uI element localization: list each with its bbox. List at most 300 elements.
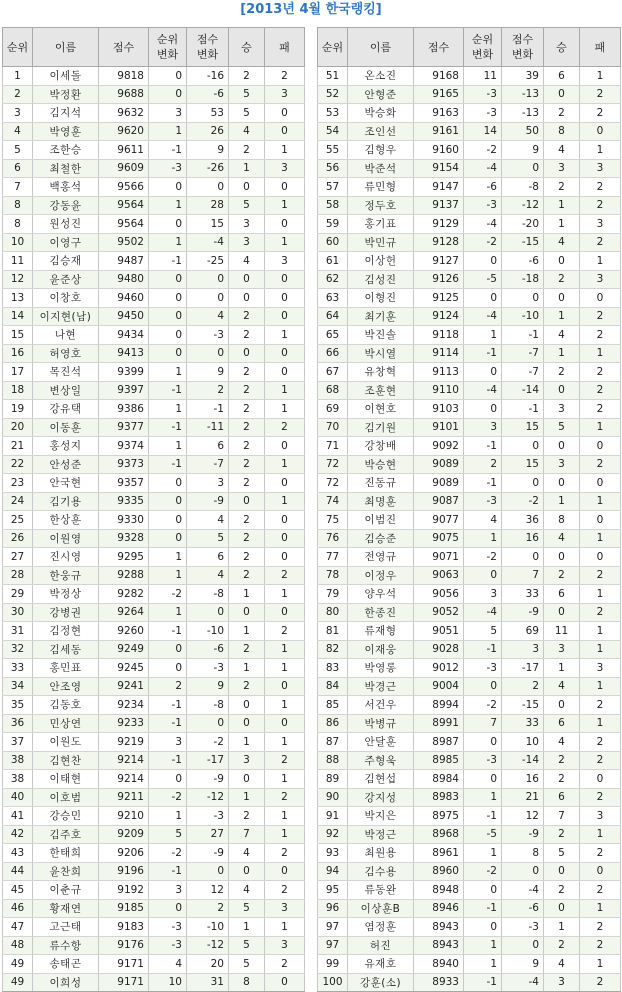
score-change-cell: 0 <box>502 936 544 955</box>
name-cell: 이상헌 <box>348 252 414 271</box>
name-cell: 백홍석 <box>33 178 99 197</box>
rank-change-cell: -3 <box>149 918 187 937</box>
table-row <box>318 215 621 234</box>
name-cell: 이동훈 <box>33 418 99 437</box>
rank-change-cell: -5 <box>464 825 502 844</box>
rank-change-cell: 0 <box>464 881 502 900</box>
rank-change-cell: -1 <box>149 714 187 733</box>
rank-change-cell: 0 <box>464 677 502 696</box>
table-row <box>3 659 305 678</box>
score-cell: 9234 <box>99 696 149 715</box>
name-cell: 한태희 <box>33 844 99 863</box>
table-row <box>318 252 621 271</box>
score-cell: 9219 <box>99 733 149 752</box>
name-cell: 박정근 <box>348 825 414 844</box>
name-cell: 허진 <box>348 936 414 955</box>
win-cell: 1 <box>229 622 265 641</box>
rank-cell: 84 <box>318 677 348 696</box>
name-cell: 박정환 <box>33 85 99 104</box>
score-change-cell: -3 <box>187 659 229 678</box>
win-cell: 2 <box>544 936 580 955</box>
name-cell: 염정훈 <box>348 918 414 937</box>
loss-cell: 1 <box>265 196 305 215</box>
rank-cell: 10 <box>3 233 33 252</box>
table-row <box>3 196 305 215</box>
win-cell: 1 <box>229 159 265 178</box>
rank-change-cell: 4 <box>464 511 502 530</box>
rank-cell: 31 <box>3 622 33 641</box>
name-cell: 김지석 <box>33 104 99 123</box>
rank-change-cell: -1 <box>464 899 502 918</box>
rank-change-cell: -1 <box>464 474 502 493</box>
score-change-cell: 5 <box>187 529 229 548</box>
loss-cell: 2 <box>265 844 305 863</box>
score-cell: 9165 <box>414 85 464 104</box>
win-cell: 0 <box>229 770 265 789</box>
score-change-cell: 2 <box>187 381 229 400</box>
score-cell: 9110 <box>414 381 464 400</box>
rank-change-cell: 1 <box>464 844 502 863</box>
win-cell: 2 <box>229 529 265 548</box>
rank-change-cell: -3 <box>464 492 502 511</box>
loss-cell: 1 <box>265 770 305 789</box>
win-cell: 2 <box>544 363 580 382</box>
table-row <box>318 622 621 641</box>
score-cell: 9233 <box>99 714 149 733</box>
rank-cell: 29 <box>3 585 33 604</box>
table-row <box>318 603 621 622</box>
name-cell: 안형준 <box>348 85 414 104</box>
page-title: [2013년 4월 한국랭킹] <box>240 2 382 17</box>
rank-cell: 87 <box>318 733 348 752</box>
table-row <box>318 955 621 974</box>
score-cell: 9282 <box>99 585 149 604</box>
score-change-cell: 0 <box>187 270 229 289</box>
loss-cell: 0 <box>265 363 305 382</box>
loss-cell: 2 <box>580 178 621 197</box>
rank-change-cell: 0 <box>149 511 187 530</box>
loss-cell: 1 <box>265 400 305 419</box>
score-change-cell: -6 <box>502 899 544 918</box>
loss-cell: 2 <box>580 788 621 807</box>
rank-cell: 80 <box>318 603 348 622</box>
score-cell: 9214 <box>99 751 149 770</box>
loss-cell: 2 <box>580 104 621 123</box>
score-change-cell: -4 <box>187 233 229 252</box>
rank-cell: 25 <box>3 511 33 530</box>
rank-change-cell: 1 <box>149 363 187 382</box>
ranking-table-left <box>2 27 305 992</box>
table-row <box>318 270 621 289</box>
table-row <box>318 677 621 696</box>
score-cell: 9374 <box>99 437 149 456</box>
loss-cell: 3 <box>265 936 305 955</box>
table-row <box>318 67 621 86</box>
win-cell: 1 <box>544 196 580 215</box>
score-change-cell: -3 <box>187 326 229 345</box>
rank-change-cell: 3 <box>464 585 502 604</box>
score-cell: 9399 <box>99 363 149 382</box>
name-cell: 서건우 <box>348 696 414 715</box>
win-cell: 1 <box>544 659 580 678</box>
win-cell: 2 <box>229 418 265 437</box>
loss-cell: 3 <box>580 215 621 234</box>
score-change-cell: 7 <box>502 566 544 585</box>
header-score-change: 점수 변화 <box>187 28 229 67</box>
rank-cell: 6 <box>3 159 33 178</box>
name-cell: 김기용 <box>33 492 99 511</box>
table-row <box>3 418 305 437</box>
rank-cell: 34 <box>3 677 33 696</box>
rank-cell: 26 <box>3 529 33 548</box>
score-change-cell: -7 <box>502 344 544 363</box>
name-cell: 최철한 <box>33 159 99 178</box>
rank-cell: 24 <box>3 492 33 511</box>
score-change-cell: -1 <box>187 400 229 419</box>
table-row <box>3 918 305 937</box>
header-win: 승 <box>229 28 265 67</box>
rank-cell: 32 <box>3 640 33 659</box>
name-cell: 류동완 <box>348 881 414 900</box>
name-cell: 온소진 <box>348 67 414 86</box>
win-cell: 0 <box>544 252 580 271</box>
score-change-cell: 0 <box>502 289 544 308</box>
table-row <box>3 326 305 345</box>
table-row <box>318 936 621 955</box>
score-change-cell: 15 <box>502 418 544 437</box>
rank-change-cell: 4 <box>149 955 187 974</box>
score-change-cell: 0 <box>187 289 229 308</box>
rank-change-cell: -2 <box>149 585 187 604</box>
loss-cell: 2 <box>580 85 621 104</box>
win-cell: 5 <box>229 899 265 918</box>
rank-cell: 72 <box>318 474 348 493</box>
win-cell: 2 <box>229 677 265 696</box>
rank-change-cell: 5 <box>464 622 502 641</box>
table-row <box>3 104 305 123</box>
loss-cell: 3 <box>265 85 305 104</box>
score-change-cell: 0 <box>502 474 544 493</box>
loss-cell: 0 <box>265 677 305 696</box>
loss-cell: 2 <box>580 973 621 992</box>
score-change-cell: -3 <box>187 807 229 826</box>
rank-cell: 78 <box>318 566 348 585</box>
rank-change-cell: 0 <box>149 85 187 104</box>
loss-cell: 0 <box>580 437 621 456</box>
rank-cell: 11 <box>3 252 33 271</box>
rank-change-cell: 0 <box>149 344 187 363</box>
table-row <box>318 511 621 530</box>
win-cell: 5 <box>229 955 265 974</box>
rank-cell: 42 <box>3 825 33 844</box>
rank-cell: 93 <box>318 844 348 863</box>
score-change-cell: 39 <box>502 67 544 86</box>
rank-cell: 40 <box>3 788 33 807</box>
loss-cell: 0 <box>265 603 305 622</box>
name-cell: 이태현 <box>33 770 99 789</box>
loss-cell: 2 <box>580 696 621 715</box>
loss-cell: 0 <box>265 122 305 141</box>
score-change-cell: -4 <box>502 973 544 992</box>
score-change-cell: 69 <box>502 622 544 641</box>
rank-cell: 68 <box>318 381 348 400</box>
name-cell: 박시열 <box>348 344 414 363</box>
rank-change-cell: 0 <box>464 566 502 585</box>
win-cell: 4 <box>229 252 265 271</box>
table-row <box>318 918 621 937</box>
rank-change-cell: -3 <box>464 196 502 215</box>
table-row <box>3 844 305 863</box>
score-change-cell: -6 <box>502 252 544 271</box>
score-cell: 9210 <box>99 807 149 826</box>
rank-change-cell: -1 <box>464 807 502 826</box>
score-cell: 8983 <box>414 788 464 807</box>
table-row <box>3 955 305 974</box>
table-row <box>3 770 305 789</box>
rank-cell: 97 <box>318 936 348 955</box>
win-cell: 0 <box>229 696 265 715</box>
loss-cell: 0 <box>580 474 621 493</box>
score-change-cell: 6 <box>187 437 229 456</box>
rank-cell: 95 <box>318 881 348 900</box>
win-cell: 1 <box>229 585 265 604</box>
rank-cell: 86 <box>318 714 348 733</box>
table-row <box>3 400 305 419</box>
table-row <box>318 585 621 604</box>
win-cell: 2 <box>229 141 265 160</box>
rank-change-cell: -1 <box>149 455 187 474</box>
rank-change-cell: 0 <box>149 215 187 234</box>
score-change-cell: 4 <box>187 511 229 530</box>
rank-change-cell: 0 <box>149 289 187 308</box>
rank-cell: 46 <box>3 899 33 918</box>
header-score: 점수 <box>414 28 464 67</box>
score-change-cell: -13 <box>502 85 544 104</box>
rank-change-cell: 1 <box>149 603 187 622</box>
loss-cell: 2 <box>580 751 621 770</box>
score-cell: 9163 <box>414 104 464 123</box>
rank-cell: 4 <box>3 122 33 141</box>
rank-cell: 8 <box>3 215 33 234</box>
header-rank: 순위 <box>3 28 33 67</box>
rank-change-cell: 1 <box>149 400 187 419</box>
header-loss: 패 <box>265 28 305 67</box>
score-cell: 9077 <box>414 511 464 530</box>
name-cell: 홍성지 <box>33 437 99 456</box>
score-cell: 9260 <box>99 622 149 641</box>
name-cell: 이현호 <box>348 400 414 419</box>
score-change-cell: 4 <box>187 307 229 326</box>
score-cell: 8943 <box>414 936 464 955</box>
rank-cell: 88 <box>318 751 348 770</box>
table-row <box>3 696 305 715</box>
score-change-cell: 20 <box>187 955 229 974</box>
loss-cell: 2 <box>580 844 621 863</box>
score-change-cell: -15 <box>502 233 544 252</box>
rank-cell: 97 <box>318 918 348 937</box>
loss-cell: 1 <box>580 899 621 918</box>
name-cell: 이상훈B <box>348 899 414 918</box>
score-cell: 9056 <box>414 585 464 604</box>
loss-cell: 1 <box>580 585 621 604</box>
loss-cell: 1 <box>265 918 305 937</box>
name-cell: 한웅규 <box>33 566 99 585</box>
win-cell: 0 <box>544 381 580 400</box>
rank-change-cell: 3 <box>149 733 187 752</box>
win-cell: 2 <box>544 104 580 123</box>
win-cell: 0 <box>229 178 265 197</box>
score-cell: 9052 <box>414 603 464 622</box>
rank-change-cell: 14 <box>464 122 502 141</box>
win-cell: 2 <box>229 326 265 345</box>
win-cell: 3 <box>544 455 580 474</box>
score-change-cell: -4 <box>502 881 544 900</box>
score-cell: 9566 <box>99 178 149 197</box>
loss-cell: 1 <box>265 141 305 160</box>
table-row <box>318 862 621 881</box>
loss-cell: 1 <box>265 326 305 345</box>
loss-cell: 0 <box>265 862 305 881</box>
table-row <box>3 714 305 733</box>
table-row <box>3 529 305 548</box>
rank-cell: 28 <box>3 566 33 585</box>
score-cell: 9377 <box>99 418 149 437</box>
name-cell: 윤찬희 <box>33 862 99 881</box>
score-cell: 9502 <box>99 233 149 252</box>
rank-cell: 70 <box>318 418 348 437</box>
score-change-cell: -6 <box>187 85 229 104</box>
rank-cell: 19 <box>3 400 33 419</box>
score-cell: 9335 <box>99 492 149 511</box>
score-change-cell: 6 <box>187 548 229 567</box>
rank-change-cell: 1 <box>464 788 502 807</box>
loss-cell: 2 <box>580 918 621 937</box>
name-cell: 김정현 <box>33 622 99 641</box>
rank-cell: 64 <box>318 307 348 326</box>
rank-change-cell: 0 <box>149 178 187 197</box>
rank-cell: 3 <box>3 104 33 123</box>
loss-cell: 1 <box>580 825 621 844</box>
rank-change-cell: 3 <box>149 881 187 900</box>
name-cell: 조한승 <box>33 141 99 160</box>
score-cell: 8948 <box>414 881 464 900</box>
loss-cell: 0 <box>265 178 305 197</box>
table-row <box>318 788 621 807</box>
table-row <box>318 178 621 197</box>
loss-cell: 1 <box>265 381 305 400</box>
score-cell: 9211 <box>99 788 149 807</box>
win-cell: 2 <box>229 307 265 326</box>
table-row <box>3 825 305 844</box>
table-row <box>3 807 305 826</box>
win-cell: 5 <box>229 196 265 215</box>
loss-cell: 1 <box>580 955 621 974</box>
rank-change-cell: 0 <box>464 252 502 271</box>
score-change-cell: 3 <box>502 640 544 659</box>
rank-cell: 36 <box>3 714 33 733</box>
name-cell: 이형진 <box>348 289 414 308</box>
name-cell: 강창배 <box>348 437 414 456</box>
score-cell: 9487 <box>99 252 149 271</box>
rank-cell: 47 <box>3 918 33 937</box>
score-change-cell: 9 <box>502 955 544 974</box>
score-cell: 9063 <box>414 566 464 585</box>
table-row <box>3 548 305 567</box>
rank-change-cell: -1 <box>149 696 187 715</box>
score-cell: 9413 <box>99 344 149 363</box>
loss-cell: 0 <box>265 511 305 530</box>
table-row <box>3 511 305 530</box>
score-change-cell: -3 <box>502 918 544 937</box>
loss-cell: 0 <box>265 548 305 567</box>
win-cell: 11 <box>544 622 580 641</box>
score-change-cell: -2 <box>187 733 229 752</box>
win-cell: 5 <box>229 936 265 955</box>
table-row <box>3 474 305 493</box>
win-cell: 4 <box>544 955 580 974</box>
rank-cell: 52 <box>318 85 348 104</box>
name-cell: 조훈현 <box>348 381 414 400</box>
name-cell: 이재웅 <box>348 640 414 659</box>
score-cell: 9245 <box>99 659 149 678</box>
score-cell: 9564 <box>99 196 149 215</box>
score-cell: 9137 <box>414 196 464 215</box>
name-cell: 박지은 <box>348 807 414 826</box>
rank-change-cell: 0 <box>149 326 187 345</box>
rank-change-cell: 0 <box>149 529 187 548</box>
rank-cell: 81 <box>318 622 348 641</box>
score-cell: 9004 <box>414 677 464 696</box>
loss-cell: 2 <box>580 400 621 419</box>
loss-cell: 0 <box>580 289 621 308</box>
table-row <box>318 492 621 511</box>
table-row <box>3 751 305 770</box>
win-cell: 6 <box>544 788 580 807</box>
name-cell: 이정우 <box>348 566 414 585</box>
rank-change-cell: 0 <box>149 659 187 678</box>
table-row <box>3 363 305 382</box>
ranking-rows-right <box>318 67 621 992</box>
name-cell: 김기원 <box>348 418 414 437</box>
loss-cell: 2 <box>265 788 305 807</box>
rank-cell: 63 <box>318 289 348 308</box>
score-cell: 8961 <box>414 844 464 863</box>
win-cell: 2 <box>229 437 265 456</box>
header-score-change: 점수 변화 <box>502 28 544 67</box>
table-row <box>3 899 305 918</box>
score-cell: 8943 <box>414 918 464 937</box>
name-cell: 강유택 <box>33 400 99 419</box>
win-cell: 2 <box>229 566 265 585</box>
loss-cell: 0 <box>265 714 305 733</box>
table-row <box>3 381 305 400</box>
rank-cell: 21 <box>3 437 33 456</box>
rank-change-cell: 2 <box>464 455 502 474</box>
name-cell: 이원영 <box>33 529 99 548</box>
score-change-cell: -7 <box>187 455 229 474</box>
score-cell: 9147 <box>414 178 464 197</box>
name-cell: 이창호 <box>33 289 99 308</box>
rank-change-cell: 11 <box>464 67 502 86</box>
table-row <box>3 788 305 807</box>
loss-cell: 0 <box>265 474 305 493</box>
win-cell: 3 <box>544 400 580 419</box>
rank-cell: 62 <box>318 270 348 289</box>
rank-change-cell: 0 <box>464 289 502 308</box>
loss-cell: 0 <box>580 770 621 789</box>
name-cell: 김승준 <box>348 529 414 548</box>
table-row <box>318 363 621 382</box>
